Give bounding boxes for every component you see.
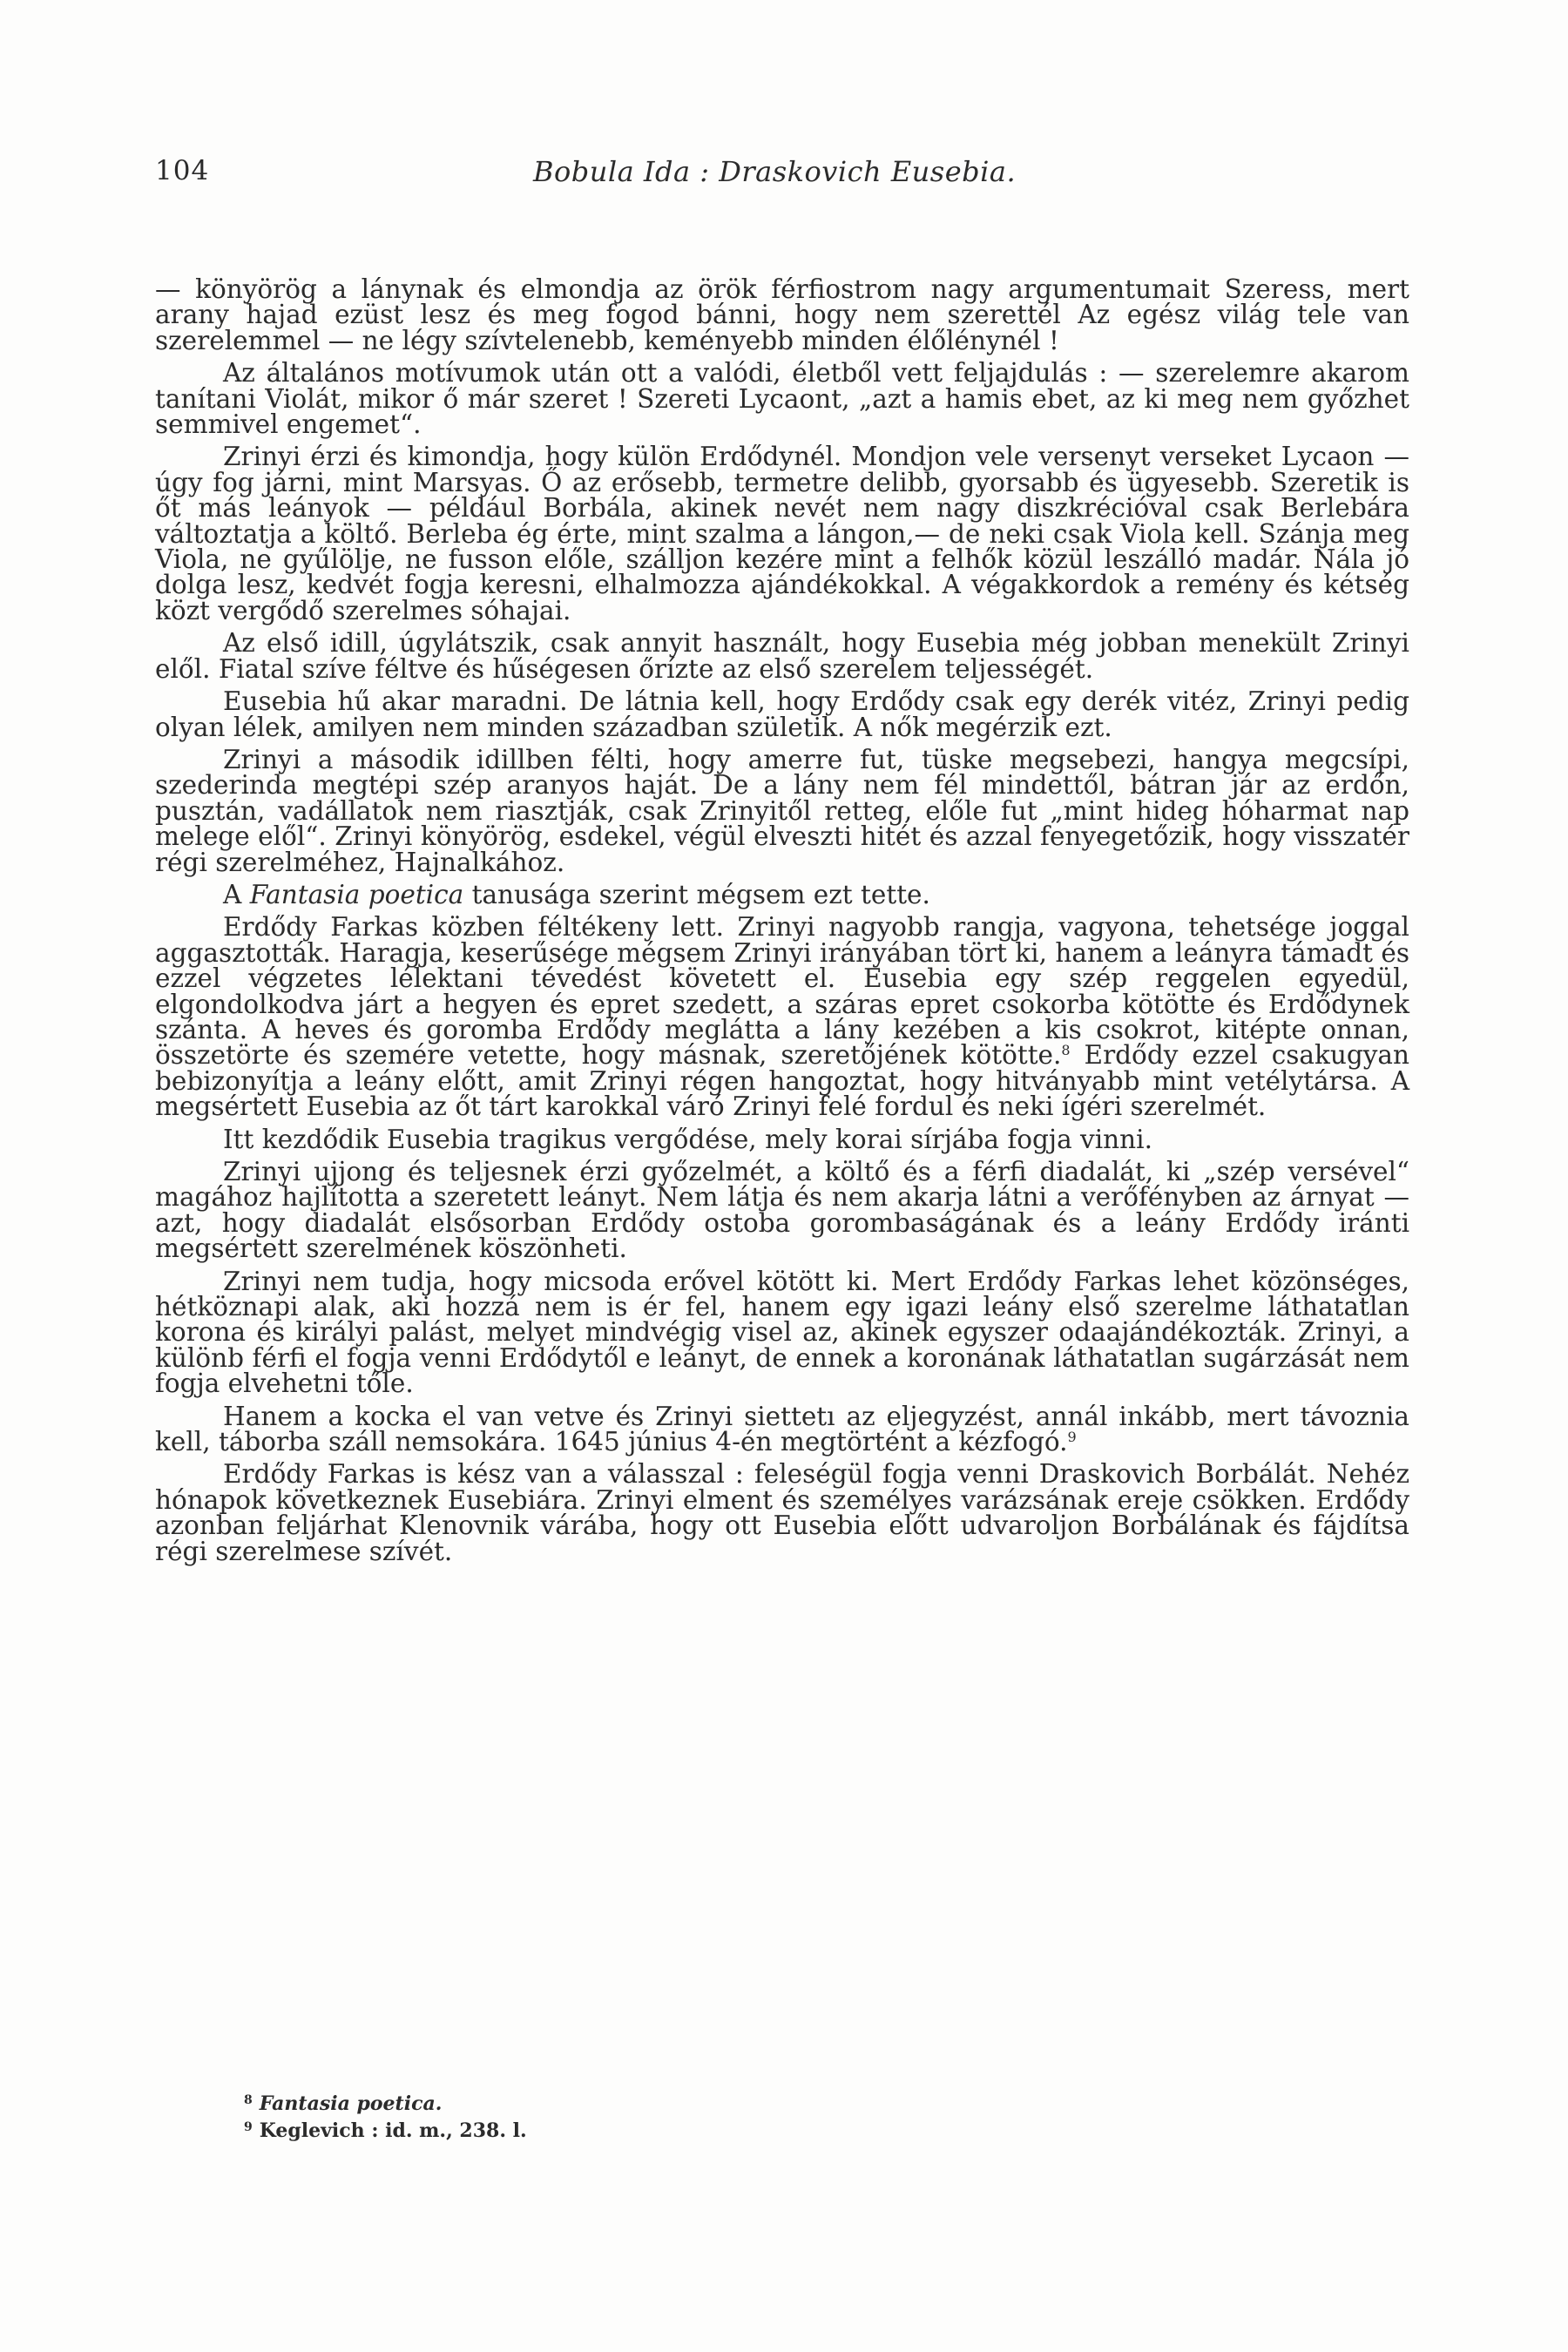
italic-title: Fantasia poetica xyxy=(249,879,464,909)
footnote xyxy=(244,2116,1115,2143)
paragraph: Az általános motívumok után ott a valódi, életből vett feljajdulás : — szerelemre akarom tanítani Violát, mikor ő már szeret ! Szereti Lycaont, „azt a hamis ebet, az ki meg nem győzhet semmivel engemet“. xyxy=(155,358,1409,440)
paragraph: Zrinyi nem tudja, hogy micsoda erővel kötött ki. Mert Erdődy Farkas lehet közönséges, hétköznapi alak, aki hozzá nem is ér fel, hanem egy igazi leány első szerelme láthatatlan korona és királyi palást, melyet mindvégig visel az, akinek egyszer odaajándékozták. Zrinyi, a különb férfi el fogja venni Erdődytől e leányt, de ennek a koronának láthatatlan sugárzását nem fogja elvehetni tőle. xyxy=(155,1266,1409,1399)
text-run: Erdődy Farkas közben féltékeny lett. Zrinyi nagyobb rangja, vagyona, tehetsége joggal aggasztották. Haragja, keserűsége mégsem Zrinyi irányában tört ki, hanem a leányra támadt és ezzel végzetes lélektani tévedést követett el. Eusebia egy szép reggelen egyedül, elgondolkodva járt a hegyen és epret szedett, a száras epret csokorba kötötte és Erdődynek szánta. A heves és goromba Erdődy meglátta a lány kezében a kis csokrot, kitépte onnan, összetörte és szemére vetette, hogy másnak, szeretőjének kötötte. xyxy=(155,912,1409,1071)
footnote-mark: 8 xyxy=(244,2093,253,2107)
footnote-reference: 8 xyxy=(1061,1042,1071,1059)
paragraph: Zrinyi a második idillben félti, hogy amerre fut, tüske megsebezi, hangya megcsípi, szederinda megtépi szép aranyos haját. De a lány nem fél mindettől, bátran jár az erdőn, pusztán, vadállatok nem riasztják, csak Zrinyitől retteg, előle fut „mint hideg hóharmat nap melege elől“. Zrinyi könyörög, esdekel, végül elveszti hitét és azzal fenyegetőzik, hogy visszatér régi szerelméhez, Hajnalkához. xyxy=(155,744,1409,877)
body-text xyxy=(155,274,1409,1566)
paragraph xyxy=(155,1401,1409,1457)
text-run: tanusága szerint mégsem ezt tette. xyxy=(463,879,930,909)
paragraph: Az első idill, úgylátszik, csak annyit használt, hogy Eusebia még jobban menekült Zrinyi elől. Fiatal szíve féltve és hűségesen őrízte az első szerelem teljességét. xyxy=(155,628,1409,684)
running-title: Bobula Ida : Draskovich Eusebia. xyxy=(533,155,1017,188)
paragraph xyxy=(155,912,1409,1122)
paragraph: Itt kezdődik Eusebia tragikus vergődése, mely korai sírjába fogja vinni. xyxy=(223,1124,1152,1154)
paragraph: Zrinyi ujjong és teljesnek érzi győzelmét, a költő és a férfi diadalát, ki „szép versével“ magához hajlította a szeretett leányt. Nem látja és nem akarja látni a verőfényben az árnyat — azt, hogy diadalát elsősorban Erdődy ostoba gorombaságának és a leány Erdődy iránti megsértett szerelmének köszönheti. xyxy=(155,1157,1409,1264)
paragraph: Erdődy Farkas is kész van a válasszal : feleségül fogja venni Draskovich Borbálát. Nehéz hónapok következnek Eusebiára. Zrinyi elment és személyes varázsának ereje csökken. Erdődy azonban feljárhat Klenovnik várába, hogy ott Eusebia előtt udvaroljon Borbálának és fájdítsa régi szerelmese szívét. xyxy=(155,1459,1409,1566)
page-header xyxy=(155,155,1409,193)
footnote-reference: 9 xyxy=(1067,1429,1077,1446)
paragraph: Eusebia hű akar maradni. De látnia kell, hogy Erdődy csak egy derék vitéz, Zrinyi pedig olyan lélek, amilyen nem minden században születik. A nők megérzik ezt. xyxy=(155,686,1409,742)
text-run: A xyxy=(223,879,250,909)
footnote xyxy=(244,2089,1115,2116)
text-run: Hanem a kocka el van vetve és Zrinyi siettetı az eljegyzést, annál inkább, mert távoznia kell, táborba száll nemsokára. 1645 június 4-én megtörtént a kézfogó. xyxy=(155,1401,1409,1457)
footnote-mark: 9 xyxy=(244,2120,253,2134)
footnotes xyxy=(244,2089,1115,2143)
footnote-text: Keglevich : id. m., 238. l. xyxy=(259,2119,527,2142)
footnote-text: Fantasia poetica. xyxy=(259,2092,443,2115)
paragraph xyxy=(155,879,1409,909)
text-run: Erdődy ezzel csakugyan bebizonyítja a leány előtt, amit Zrinyi régen hangoztat, hogy hitványabb mint vetélytársa. A megsértett Eusebia az őt tárt karokkal váró Zrinyi felé fordul és neki ígéri szerelmét. xyxy=(155,1040,1409,1122)
paragraph: — könyörög a lánynak és elmondja az örök férfiostrom nagy argumentumait Szeress, mert arany hajad ezüst lesz és meg fogod bánni, hogy nem szerettél Az egész világ tele van szerelemmel — ne légy szívtelenebb, keményebb minden élőlénynél ! xyxy=(155,274,1409,355)
paragraph: Zrinyi érzi és kimondja, hogy külön Erdődynél. Mondjon vele versenyt verseket Lycaon — úgy fog járni, mint Marsyas. Ő az erősebb, termetre delibb, gyorsabb és ügyesebb. Szeretik is őt más leányok — például Borbála, akinek nevét nem nagy diszkrécióval csak Berlebára változtatja a költő. Berleba ég érte, mint szalma a lángon,— de neki csak Viola kell. Szánja meg Viola, ne gyűlölje, ne fusson előle, szálljon kezére mint a felhők közül leszálló madár. Nála jó dolga lesz, kedvét fogja keresni, elhalmozza ajándékokkal. A végakkordok a remény és kétség közt vergődő szerelmes sóhajai. xyxy=(155,442,1409,625)
page-number: 104 xyxy=(155,155,210,186)
